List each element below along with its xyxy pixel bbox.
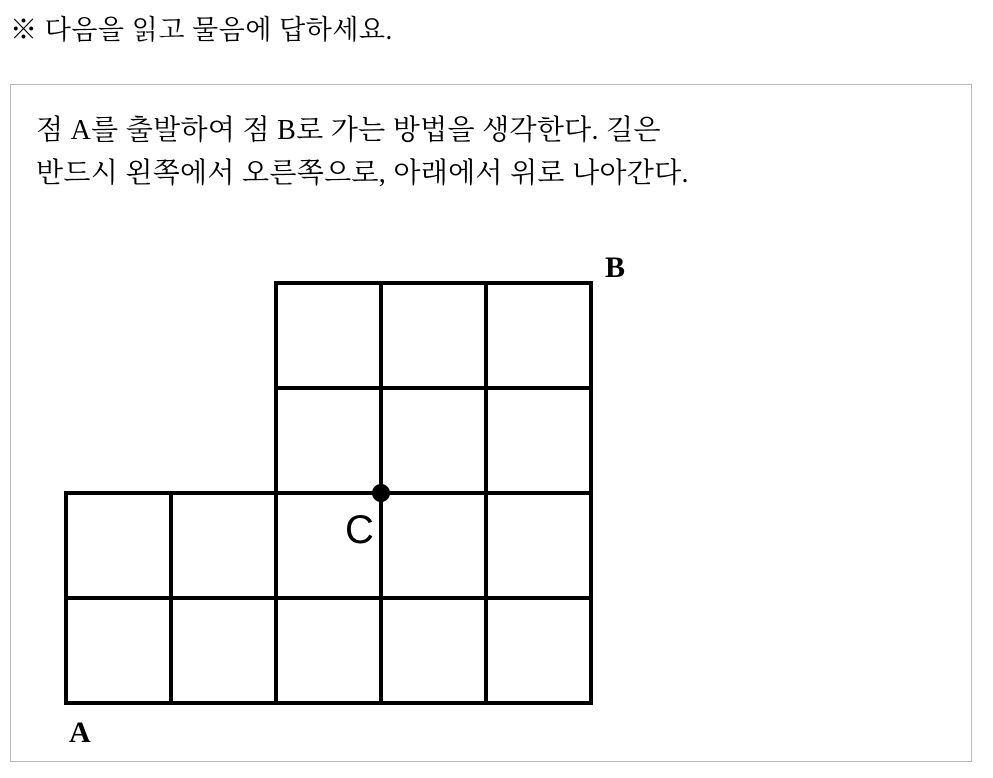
lattice-figure [11, 255, 971, 755]
instruction-text: ※ 다음을 읽고 물음에 답하세요. [10, 15, 393, 45]
point-c-label: C [345, 508, 374, 552]
stem-line-1: 점 A를 출발하여 점 B로 가는 방법을 생각한다. 길은 [36, 115, 661, 146]
stem-line-2: 반드시 왼쪽에서 오른쪽으로, 아래에서 위로 나아간다. [36, 158, 689, 190]
lattice-grid-svg [11, 255, 971, 755]
problem-stem [36, 109, 946, 196]
point-c-dot [372, 484, 390, 502]
point-b-label: B [605, 255, 626, 284]
problem-box [10, 84, 972, 762]
grid-horizontal-lines [66, 283, 591, 703]
point-a-label: A [69, 716, 91, 749]
